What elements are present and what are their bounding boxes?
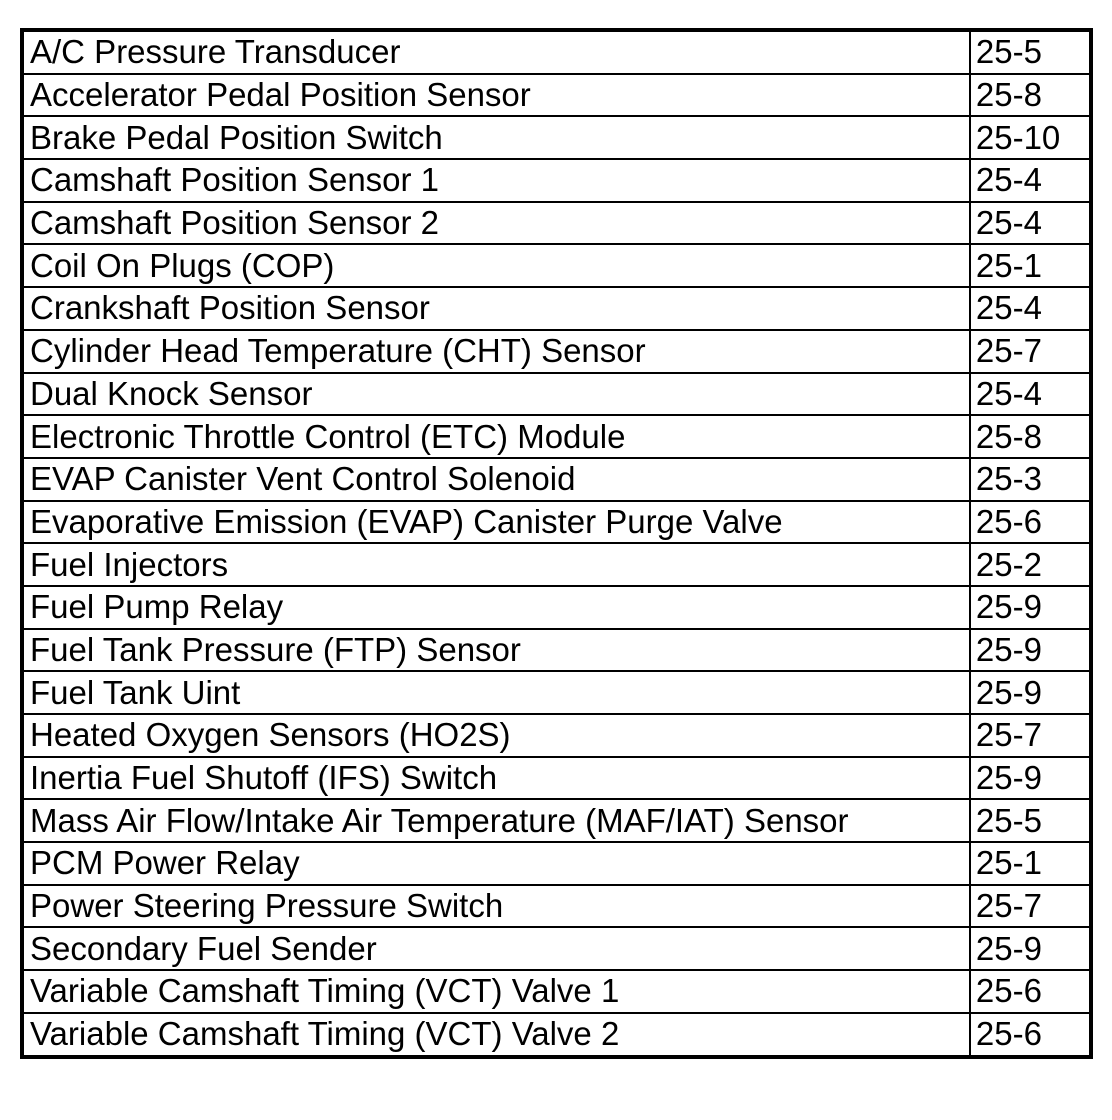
table-row [22,885,1091,928]
page-reference-cell: 25-8 [970,415,1091,458]
table-row [22,501,1091,544]
table-row [22,1013,1091,1057]
component-name-cell: Cylinder Head Temperature (CHT) Sensor [22,330,970,373]
page-reference-cell: 25-9 [970,629,1091,672]
page-reference-cell: 25-6 [970,501,1091,544]
component-name-cell: Fuel Tank Uint [22,671,970,714]
component-name-cell: Secondary Fuel Sender [22,927,970,970]
page-reference-cell: 25-9 [970,586,1091,629]
table-body [22,30,1091,1057]
component-name-cell: Accelerator Pedal Position Sensor [22,74,970,117]
table-row [22,373,1091,416]
page-reference-cell: 25-1 [970,244,1091,287]
table-row [22,458,1091,501]
table-row [22,330,1091,373]
table-row [22,629,1091,672]
table-row [22,842,1091,885]
table-row [22,202,1091,245]
table-row [22,415,1091,458]
component-name-cell: Camshaft Position Sensor 2 [22,202,970,245]
page-reference-cell: 25-7 [970,885,1091,928]
table-row [22,586,1091,629]
component-name-cell: EVAP Canister Vent Control Solenoid [22,458,970,501]
table-row [22,671,1091,714]
component-name-cell: Inertia Fuel Shutoff (IFS) Switch [22,757,970,800]
page-reference-cell: 25-9 [970,927,1091,970]
page-reference-cell: 25-10 [970,116,1091,159]
page-reference-cell: 25-5 [970,30,1091,74]
page-reference-cell: 25-4 [970,373,1091,416]
component-name-cell: Crankshaft Position Sensor [22,287,970,330]
table-row [22,970,1091,1013]
table-row [22,927,1091,970]
page-reference-cell: 25-4 [970,159,1091,202]
table-row [22,244,1091,287]
page-reference-cell: 25-7 [970,330,1091,373]
table-row [22,30,1091,74]
table-row [22,116,1091,159]
page-reference-cell: 25-6 [970,970,1091,1013]
table-row [22,757,1091,800]
page-reference-cell: 25-4 [970,202,1091,245]
component-name-cell: Mass Air Flow/Intake Air Temperature (MAF/IAT) Sensor [22,799,970,842]
page-reference-cell: 25-2 [970,543,1091,586]
component-name-cell: Coil On Plugs (COP) [22,244,970,287]
component-name-cell: Electronic Throttle Control (ETC) Module [22,415,970,458]
page-reference-cell: 25-1 [970,842,1091,885]
page-reference-cell: 25-9 [970,671,1091,714]
table-row [22,714,1091,757]
page-reference-cell: 25-3 [970,458,1091,501]
table-row [22,159,1091,202]
component-name-cell: PCM Power Relay [22,842,970,885]
page-reference-cell: 25-9 [970,757,1091,800]
component-name-cell: Fuel Injectors [22,543,970,586]
page-reference-cell: 25-4 [970,287,1091,330]
page-reference-cell: 25-7 [970,714,1091,757]
component-name-cell: Dual Knock Sensor [22,373,970,416]
component-name-cell: Power Steering Pressure Switch [22,885,970,928]
page-reference-cell: 25-6 [970,1013,1091,1057]
component-name-cell: Fuel Tank Pressure (FTP) Sensor [22,629,970,672]
component-location-table [20,28,1093,1059]
page-reference-cell: 25-8 [970,74,1091,117]
table-row [22,543,1091,586]
component-name-cell: Heated Oxygen Sensors (HO2S) [22,714,970,757]
component-name-cell: Brake Pedal Position Switch [22,116,970,159]
component-name-cell: Variable Camshaft Timing (VCT) Valve 1 [22,970,970,1013]
component-name-cell: Variable Camshaft Timing (VCT) Valve 2 [22,1013,970,1057]
component-name-cell: Fuel Pump Relay [22,586,970,629]
component-name-cell: Camshaft Position Sensor 1 [22,159,970,202]
component-name-cell: Evaporative Emission (EVAP) Canister Purge Valve [22,501,970,544]
table-row [22,74,1091,117]
table-row [22,287,1091,330]
table-row [22,799,1091,842]
page-reference-cell: 25-5 [970,799,1091,842]
component-name-cell: A/C Pressure Transducer [22,30,970,74]
